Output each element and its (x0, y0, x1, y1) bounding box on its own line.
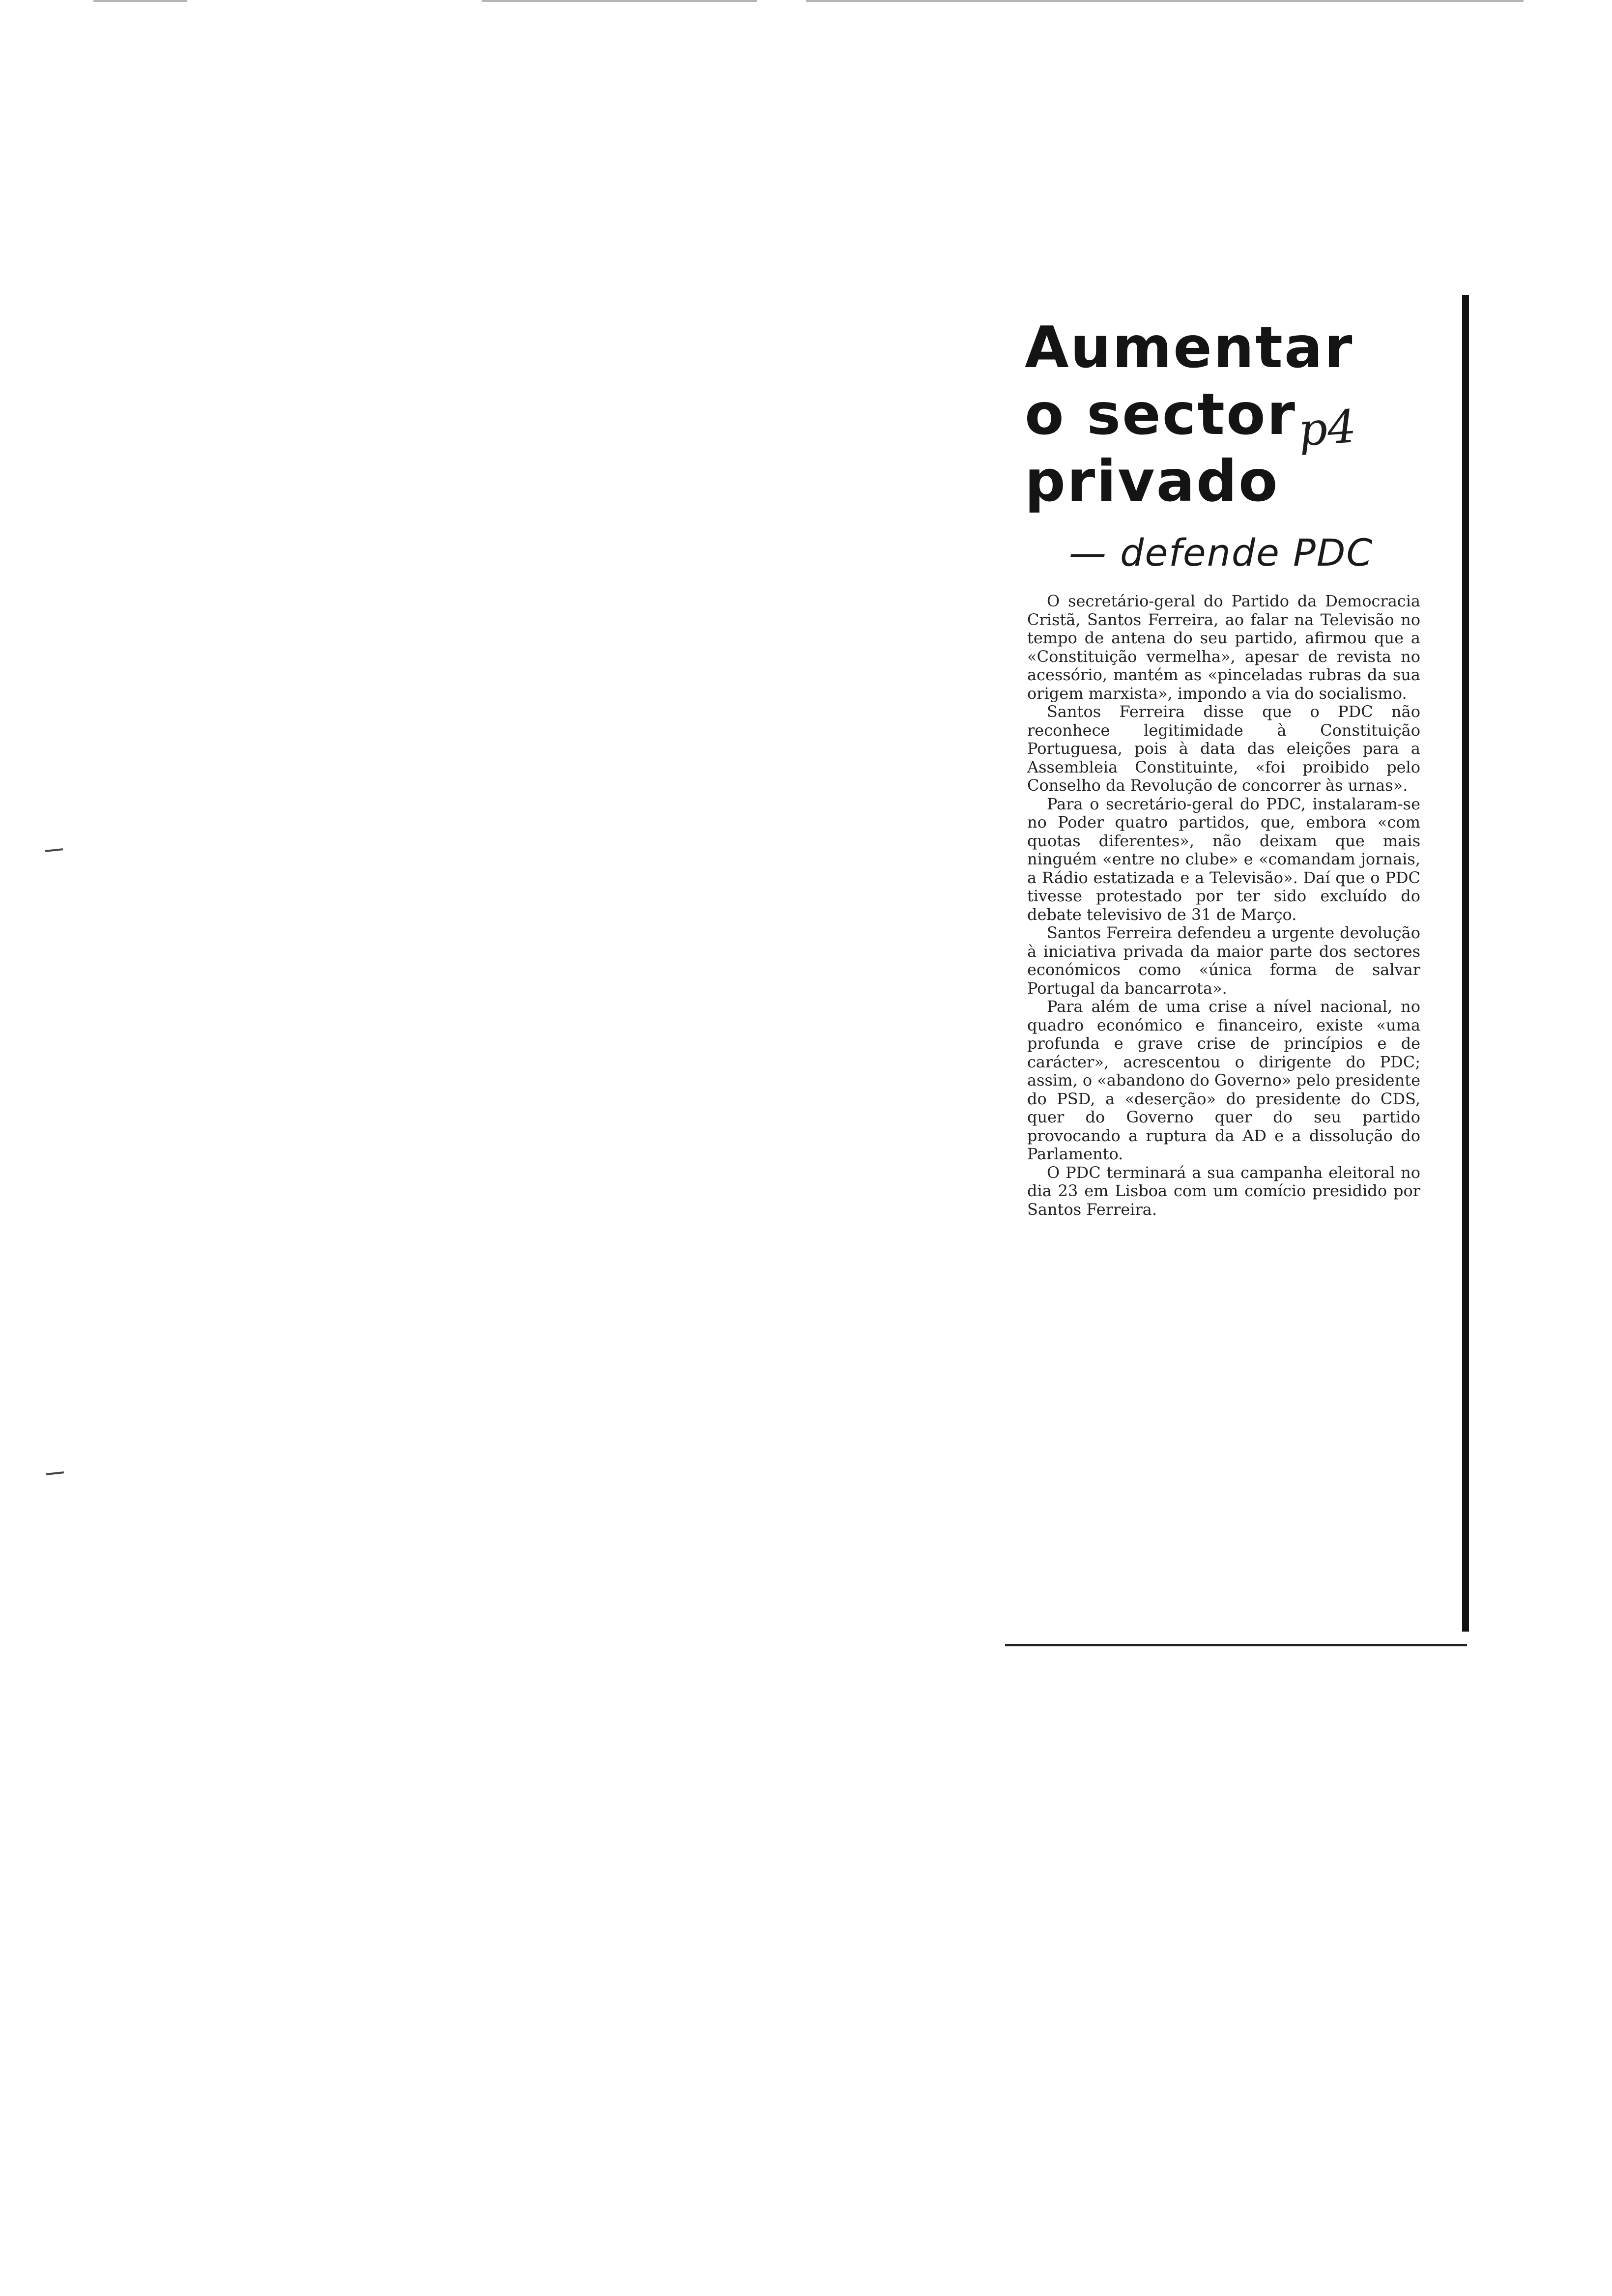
headline-line: Aumentar (1025, 315, 1354, 381)
headline (1025, 315, 1428, 515)
article-paragraph: O PDC terminará a sua campanha eleitoral no dia 23 em Lisboa com um comício presidido por Santos Ferreira. (1027, 1163, 1420, 1219)
bottom-rule (1005, 1644, 1467, 1646)
article-paragraph: O secretário-geral do Partido da Democracia Cristã, Santos Ferreira, ao falar na Televisão no tempo de antena do seu partido, afirmou que a «Constituição vermelha», apesar de revista no acessório, mantém as «pinceladas rubras da sua origem marxista», impondo a via do socialismo. (1027, 592, 1420, 703)
margin-mark (45, 848, 63, 852)
column-rule (1462, 295, 1469, 1632)
article-paragraph: Para o secretário-geral do PDC, instalaram-se no Poder quatro partidos, que, embora «com quotas diferentes», não deixam que mais ninguém «entre no clube» e «comandam jornais, a Rádio estatizada e a Televisão». Daí que o PDC tivesse protestado por ter sido excluído do debate televisivo de 31 de Março. (1027, 794, 1420, 924)
headline-line: privado (1025, 448, 1279, 515)
article-paragraph: Santos Ferreira disse que o PDC não reconhece legitimidade à Constituição Portuguesa, pois à data das eleições para a Assembleia Constituinte, «foi proibido pelo Conselho da Revolução de concorrer às urnas». (1027, 702, 1420, 795)
subheadline: — defende PDC (1069, 531, 1374, 574)
scan-edge-line (482, 0, 757, 2)
handwritten-annotation: p4 (1296, 400, 1358, 457)
article-paragraph: Santos Ferreira defendeu a urgente devolução à iniciativa privada da maior parte dos sectores económicos como «única forma de salvar Portugal da bancarrota». (1027, 923, 1420, 998)
article-paragraph: Para além de uma crise a nível nacional, no quadro económico e financeiro, existe «uma profunda e grave crise de princípios e de carácter», acrescentou o dirigente do PDC; assim, o «abandono do Governo» pelo presidente do PSD, a «deserção» do presidente do CDS, quer do Governo quer do seu partido provocando a ruptura da AD e a dissolução do Parlamento. (1027, 997, 1420, 1163)
headline-line: o sector (1025, 381, 1296, 448)
newspaper-clipping (1005, 295, 1472, 1656)
article-body (1027, 592, 1420, 1219)
scan-edge-line (806, 0, 1524, 2)
margin-mark (46, 1471, 64, 1475)
scan-edge-line (93, 0, 187, 2)
